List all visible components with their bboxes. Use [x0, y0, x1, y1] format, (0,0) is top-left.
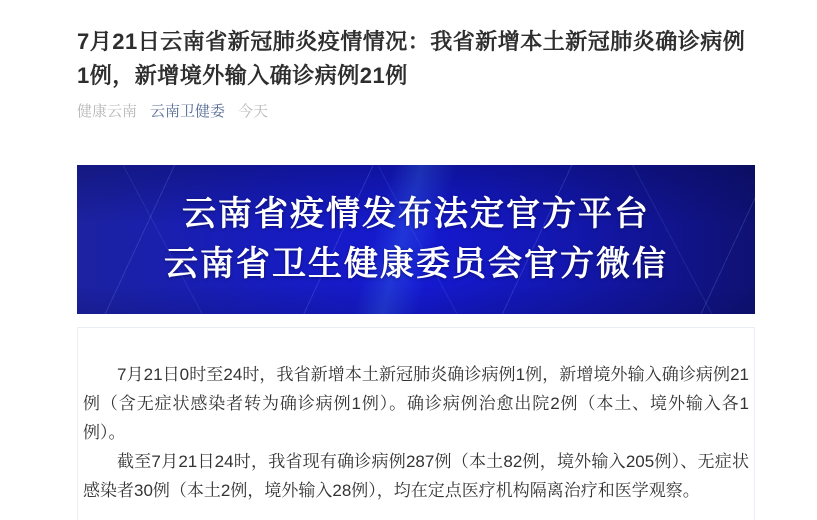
article-body-box [77, 327, 755, 520]
banner-image[interactable] [77, 165, 755, 314]
meta-date-label: 今天 [238, 103, 269, 120]
body-paragraph: 7月21日0时至24时，我省新增本土新冠肺炎确诊病例1例，新增境外输入确诊病例21例（含无症状感染者转为确诊病例1例）。确诊病例治愈出院2例（本土、境外输入各1例）。 [83, 365, 749, 442]
body-paragraph: 截至7月21日24时，我省现有确诊病例287例（本土82例，境外输入205例）、无症状感染者30例（本土2例，境外输入28例），均在定点医疗机构隔离治疗和医学观察。 [83, 452, 749, 500]
meta-source-label: 健康云南 [77, 103, 138, 120]
banner-line-1: 云南省疫情发布法定官方平台 [182, 195, 650, 233]
meta-account-link[interactable]: 云南卫健委 [150, 103, 226, 120]
banner-text [77, 189, 755, 289]
banner-line-2: 云南省卫生健康委员会官方微信 [164, 245, 668, 283]
article-title: 7月21日云南省新冠肺炎疫情情况：我省新增本土新冠肺炎确诊病例1例，新增境外输入确诊病例21例 [77, 29, 746, 88]
article-meta [77, 101, 755, 122]
article-container [77, 0, 755, 520]
